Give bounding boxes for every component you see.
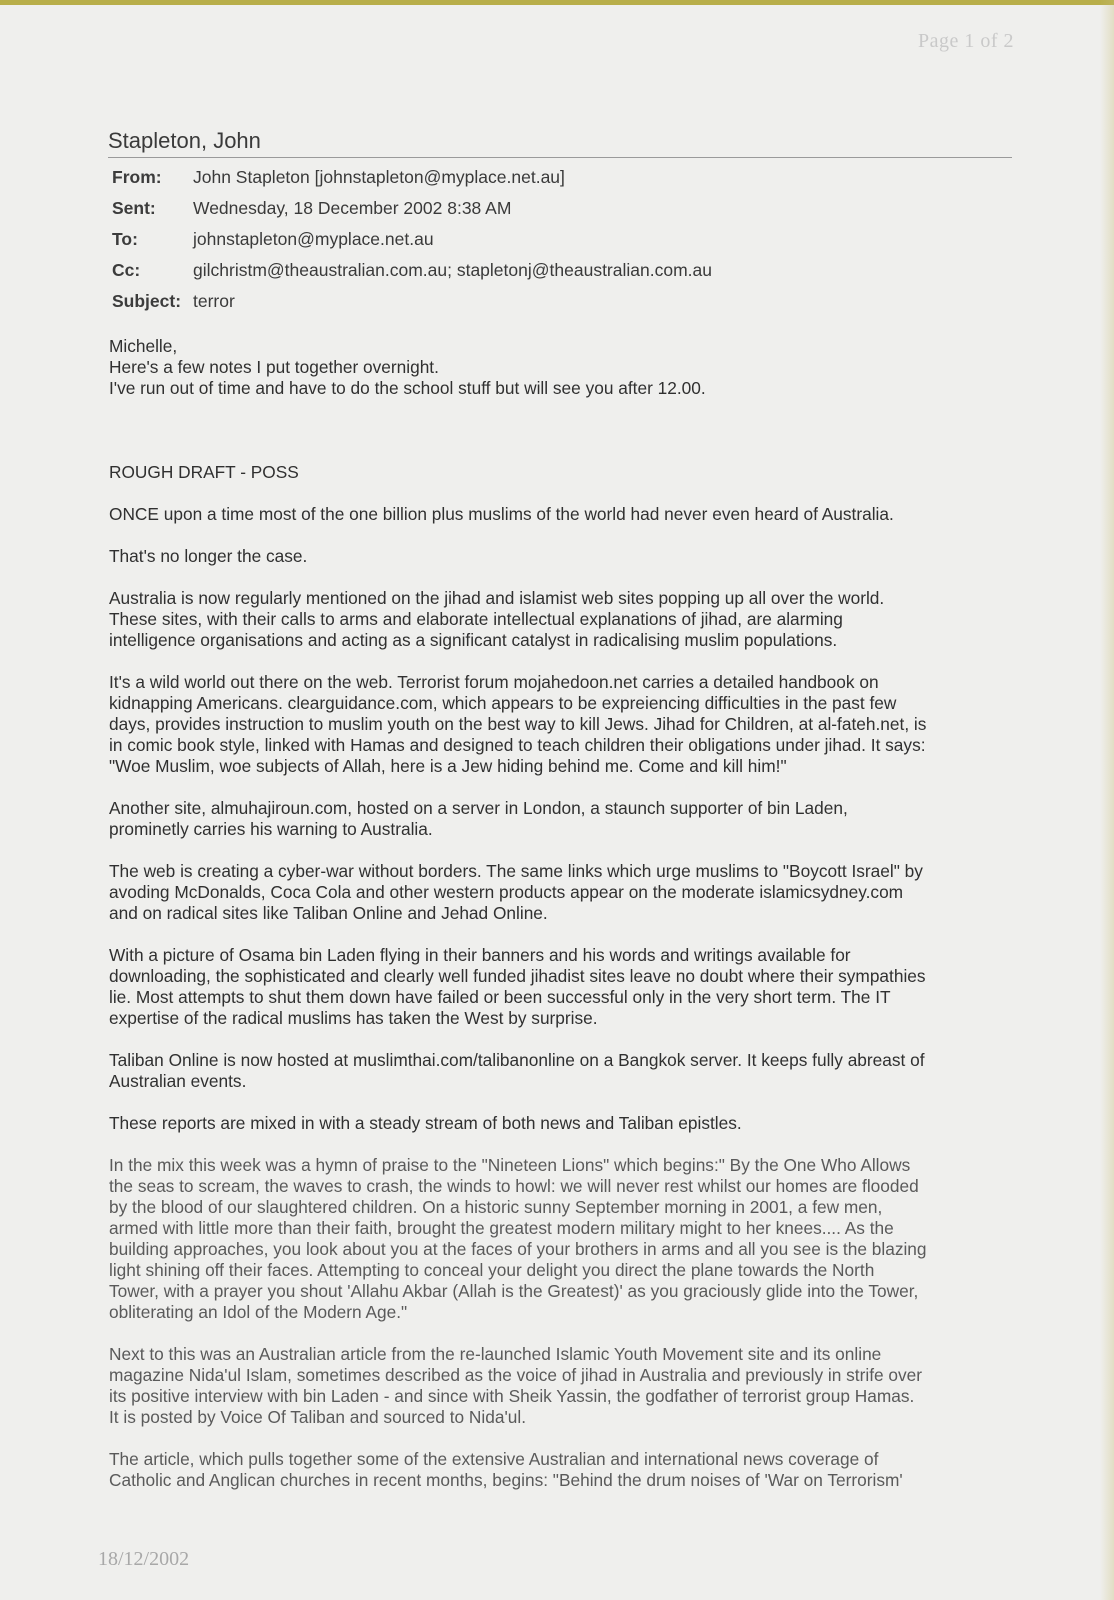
text-line: by the blood of our slaughtered children. On a historic sunny September morning in 2001, a few men, xyxy=(109,1197,883,1217)
text-line: "Woe Muslim, woe subjects of Allah, here is a Jew hiding behind me. Come and kill him!" xyxy=(109,756,787,776)
header-label: To: xyxy=(112,229,138,249)
article-draft xyxy=(109,462,1019,1491)
header-from xyxy=(112,162,712,193)
text-line: its positive interview with bin Laden - and since with Sheik Yassin, the godfather of terrorist group Hamas. xyxy=(109,1386,915,1406)
body-paragraph xyxy=(109,861,1019,924)
text-line: ROUGH DRAFT - POSS xyxy=(109,462,299,482)
page-number: Page 1 of 2 xyxy=(918,30,1015,52)
body-paragraph xyxy=(109,504,1019,525)
header-value: terror xyxy=(193,291,235,311)
footer-date: 18/12/2002 xyxy=(98,1548,190,1570)
page-right-edge xyxy=(1100,0,1114,1600)
header-label: Subject: xyxy=(112,291,182,311)
text-line: obliterating an Idol of the Modern Age." xyxy=(109,1302,408,1322)
header-value: johnstapleton@myplace.net.au xyxy=(193,229,434,249)
text-line: Another site, almuhajiroun.com, hosted on a server in London, a staunch supporter of bin Laden, xyxy=(109,798,848,818)
text-line: the seas to scream, the waves to crash, the winds to howl: we will never rest whilst our homes are flooded xyxy=(109,1176,919,1196)
text-line: Tower, with a prayer you shout 'Allahu Akbar (Allah is the Greatest)' as you graciously glide into the Tower, xyxy=(109,1281,919,1301)
text-line: kidnapping Americans. clearguidance.com, which appears to be expreiencing difficulties in the past few xyxy=(109,693,897,713)
header-value: John Stapleton [johnstapleton@myplace.net.au] xyxy=(193,167,565,187)
header-to xyxy=(112,224,712,255)
header-label: Cc: xyxy=(112,260,141,280)
header-value: gilchristm@theaustralian.com.au; stapletonj@theaustralian.com.au xyxy=(193,260,712,280)
header-label: From: xyxy=(112,167,162,187)
header-sent xyxy=(112,193,712,224)
body-paragraph xyxy=(109,1050,1019,1092)
text-line: These reports are mixed in with a steady stream of both news and Taliban epistles. xyxy=(109,1113,742,1133)
text-line: Here's a few notes I put together overnight. xyxy=(109,357,439,377)
email-body xyxy=(109,336,1019,1512)
body-paragraph xyxy=(109,1113,1019,1134)
text-line: Next to this was an Australian article from the re-launched Islamic Youth Movement site and its online xyxy=(109,1344,882,1364)
text-line: The article, which pulls together some of the extensive Australian and international news coverage of xyxy=(109,1449,879,1469)
text-line: avoding McDonalds, Coca Cola and other western products appear on the moderate islamicsydney.com xyxy=(109,882,904,902)
header-label: Sent: xyxy=(112,198,156,218)
text-line: Michelle, xyxy=(109,336,178,356)
body-paragraph xyxy=(109,1344,1019,1428)
header-subject xyxy=(112,286,712,317)
body-paragraph xyxy=(109,1155,1019,1323)
header-divider xyxy=(108,157,1012,158)
text-line: prominetly carries his warning to Australia. xyxy=(109,819,433,839)
body-paragraph xyxy=(109,798,1019,840)
text-line: That's no longer the case. xyxy=(109,546,308,566)
text-line: intelligence organisations and acting as a significant catalyst in radicalising muslim populations. xyxy=(109,630,838,650)
body-paragraph xyxy=(109,546,1019,567)
text-line: I've run out of time and have to do the school stuff but will see you after 12.00. xyxy=(109,378,706,398)
text-line: armed with little more than their faith, brought the greatest modern military might to her knees.... As the xyxy=(109,1218,894,1238)
header-cc xyxy=(112,255,712,286)
text-line: In the mix this week was a hymn of praise to the "Nineteen Lions" which begins:" By the One Who Allows xyxy=(109,1155,911,1175)
email-headers xyxy=(112,162,712,317)
text-line: It is posted by Voice Of Taliban and sourced to Nida'ul. xyxy=(109,1407,527,1427)
header-value: Wednesday, 18 December 2002 8:38 AM xyxy=(193,198,512,218)
draft-heading xyxy=(109,462,1019,483)
text-line: Australian events. xyxy=(109,1071,247,1091)
text-line: Taliban Online is now hosted at muslimthai.com/talibanonline on a Bangkok server. It keeps fully abreast of xyxy=(109,1050,925,1070)
text-line: expertise of the radical muslims has taken the West by surprise. xyxy=(109,1008,598,1028)
body-paragraph xyxy=(109,672,1019,777)
text-line: ONCE upon a time most of the one billion plus muslims of the world had never even heard of Australia. xyxy=(109,504,894,524)
body-paragraph xyxy=(109,945,1019,1029)
page-top-edge xyxy=(0,0,1114,5)
text-line: It's a wild world out there on the web. Terrorist forum mojahedoon.net carries a detailed handbook on xyxy=(109,672,879,692)
text-line: magazine Nida'ul Islam, sometimes described as the voice of jihad in Australia and previously in strife over xyxy=(109,1365,923,1385)
text-line: With a picture of Osama bin Laden flying in their banners and his words and writings available for xyxy=(109,945,851,965)
text-line: days, provides instruction to muslim youth on the best way to kill Jews. Jihad for Children, at al-fateh.net, is xyxy=(109,714,927,734)
text-line: The web is creating a cyber-war without borders. The same links which urge muslims to "Boycott Israel" by xyxy=(109,861,923,881)
text-line: Catholic and Anglican churches in recent months, begins: "Behind the drum noises of 'War on Terrorism' xyxy=(109,1470,903,1490)
text-line: These sites, with their calls to arms and elaborate intellectual explanations of jihad, are alarming xyxy=(109,609,843,629)
text-line: and on radical sites like Taliban Online and Jehad Online. xyxy=(109,903,548,923)
text-line: light shining off their faces. Attempting to conceal your delight you direct the plane towards the North xyxy=(109,1260,875,1280)
text-line: building approaches, you look about you at the faces of your brothers in arms and all you see is the blazing xyxy=(109,1239,927,1259)
text-line: lie. Most attempts to shut them down have failed or been successful only in the very short term. The IT xyxy=(109,987,891,1007)
sender-name: Stapleton, John xyxy=(108,128,261,153)
text-line: Australia is now regularly mentioned on the jihad and islamist web sites popping up all over the world. xyxy=(109,588,885,608)
text-line: in comic book style, linked with Hamas and designed to teach children their obligations under jihad. It says: xyxy=(109,735,926,755)
text-line: downloading, the sophisticated and clearly well funded jihadist sites leave no doubt where their sympathies xyxy=(109,966,926,986)
greeting-paragraph xyxy=(109,336,1019,399)
body-paragraph xyxy=(109,1449,1019,1491)
body-paragraph xyxy=(109,588,1019,651)
